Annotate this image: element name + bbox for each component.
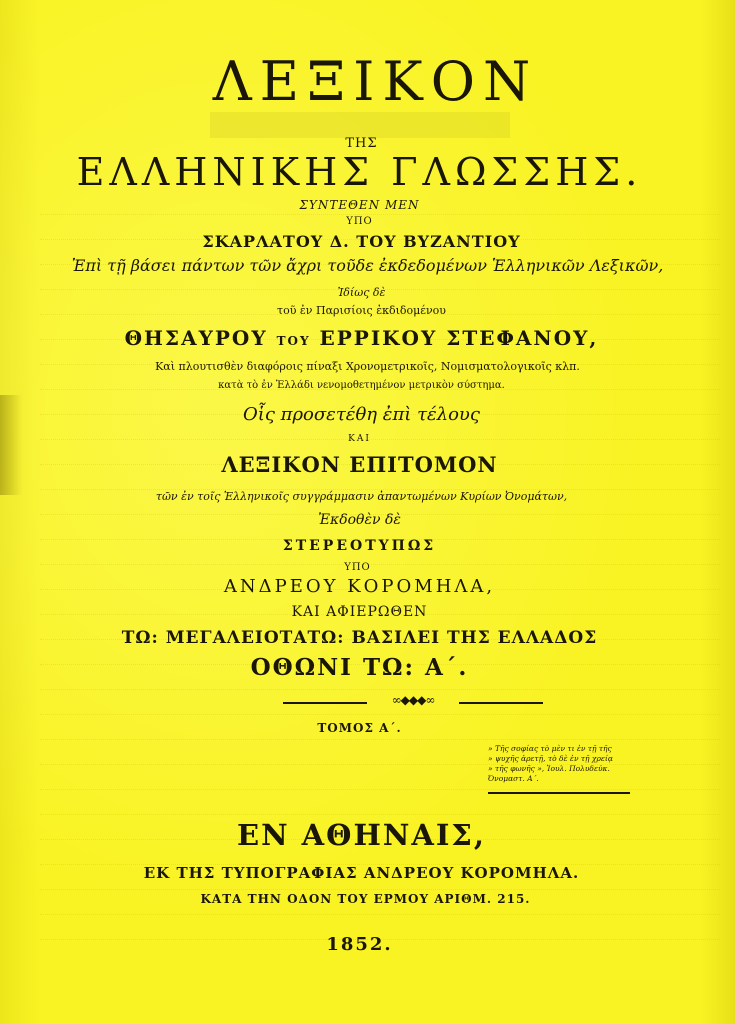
published-line: Ἐκδοθὲν δὲ — [318, 512, 401, 528]
quote-line: » Τῆς σοφίας τὸ μὲν τι ἐν τῇ τῆς — [488, 744, 612, 753]
enriched-line: Καὶ πλουτισθὲν διαφόροις πίναξι Χρονομετρικοῖς, Νομισματολογικοῖς κλπ. — [155, 360, 580, 373]
book-title: ΛΕΞΙΚΟΝ — [212, 50, 539, 113]
thesaurus-line — [0, 326, 729, 350]
book-subtitle: ΕΛΛΗΝΙΚΗΣ ΓΛΩΣΣΗΣ. — [76, 150, 643, 194]
and-line: ΚΑΙ — [348, 434, 371, 444]
by-line-1: ΥΠΟ — [346, 216, 373, 227]
basis-line: Ἐπὶ τῇ βάσει πάντων τῶν ἄχρι τοῦδε ἐκδεδομένων Ἑλληνικῶν Λεξικῶν, — [71, 256, 664, 275]
especially-line: Ἰδίως δὲ — [337, 286, 386, 299]
thesaurus-author: ΕΡΡΙΚΟΥ ΣΤΕΦΑΝΟΥ, — [319, 326, 599, 350]
imprint-press: ΕΚ ΤΗΣ ΤΥΠΟΓΡΑΦΙΑΣ ΑΝΔΡΕΟΥ ΚΟΡΟΜΗΛΑ. — [143, 864, 580, 882]
imprint-city: ΕΝ ΑΘΗΝΑΙΣ, — [236, 818, 487, 852]
composed-line: ΣΥΝΤΕΘΕΝ ΜΕΝ — [299, 198, 420, 212]
metric-system-line: κατὰ τὸ ἐν Ἑλλάδι νενομοθετημένον μετρικὸν σύστημα. — [218, 380, 505, 391]
proper-names-line: τῶν ἐν τοῖς Ἑλληνικοῖς συγγράμμασιν ἀπαντωμένων Κυρίων Ὀνομάτων, — [155, 490, 568, 503]
thesaurus-article: ΤΟΥ — [276, 334, 311, 348]
epigraph-quote — [488, 744, 630, 792]
title-article: ΤΗΣ — [345, 136, 378, 151]
thesaurus-word: ΘΗΣΑΥΡΟΥ — [124, 326, 268, 350]
publisher-name: ΑΝΔΡΕΟΥ ΚΟΡΟΜΗΛΑ, — [223, 576, 496, 597]
ornament-bar-right — [459, 702, 543, 704]
dedicated-line: ΚΑΙ ΑΦΙΕΡΩΘΕΝ — [291, 604, 428, 620]
imprint-year: 1852. — [326, 934, 393, 955]
quote-line: » τῆς φωνῆς », Ἰουλ. Πολυδεύκ. — [488, 764, 610, 773]
ornament-center: ∞◆◆◆∞ — [391, 693, 435, 707]
stereotype-line: ΣΤΕΡΕΟΤΥΠΩΣ — [282, 538, 437, 554]
ornament-bar-left — [283, 702, 367, 704]
concise-lexicon-title: ΛΕΞΙΚΟΝ ΕΠΙΤΟΜΟΝ — [221, 452, 498, 477]
quote-line: Ὀνομαστ. Α΄. — [488, 774, 539, 783]
paris-edition-line: τοῦ ἐν Παρισίοις ἐκδιδομένου — [277, 304, 446, 317]
ornamental-rule — [283, 693, 543, 710]
dedication-king: ΤΩ: ΜΕΓΑΛΕΙΟΤΑΤΩ: ΒΑΣΙΛΕΙ ΤΗΣ ΕΛΛΑΔΟΣ — [121, 628, 598, 648]
quote-rule — [488, 792, 630, 794]
author-name: ΣΚΑΡΛΑΤΟΥ Δ. ΤΟΥ ΒΥΖΑΝΤΙΟΥ — [202, 232, 521, 251]
by-line-2: ΥΠΟ — [344, 562, 371, 573]
quote-line: » ψυχῆς ἀρετῇ, τὸ δὲ ἐν τῇ χρείᾳ — [488, 754, 613, 763]
show-through-band — [210, 112, 510, 138]
appended-line: Οἷς προσετέθη ἐπὶ τέλους — [243, 404, 480, 425]
volume-label: ΤΟΜΟΣ Α΄. — [317, 721, 402, 735]
imprint-address: ΚΑΤΑ ΤΗΝ ΟΔΟΝ ΤΟΥ ΕΡΜΟΥ ΑΡΙΘΜ. 215. — [200, 892, 531, 906]
dedication-name: ΟΘΩΝΙ ΤΩ: Α΄. — [250, 654, 469, 681]
